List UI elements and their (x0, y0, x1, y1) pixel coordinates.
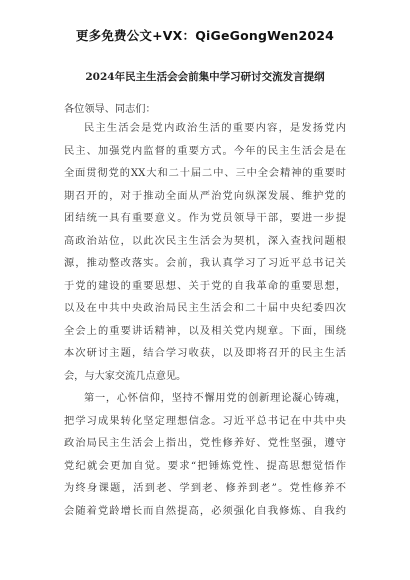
body-line: 源，推动整改落实。会前，我认真学习了习近平总书记关 (64, 258, 346, 269)
body-line: 第一，心怀信仰，坚持不懈用党的创新理论凝心铸魂， (84, 393, 346, 404)
body-line: 于党的建设的重要思想、关于党的自我革命的重要思想， (64, 281, 346, 292)
body-line: 全会上的重要讲话精神，以及相关党内规章。下面，围绕 (64, 326, 346, 337)
body-line: 团结统一具有重要意义。作为党员领导干部，要进一步提 (64, 213, 346, 224)
salutation: 各位领导、同志们： (64, 104, 156, 115)
body-line: 会随着党龄增长而自然提高，必须强化自我修炼、自我约 (64, 506, 346, 517)
body-line: 会，与大家交流几点意见。 (64, 371, 187, 382)
body-line: 高政治站位，以此次民主生活会为契机，深入查找问题根 (64, 236, 346, 247)
body-line: 民主生活会是党内政治生活的重要内容，是发扬党内 (84, 123, 346, 134)
body-line: 党纪就会更加自觉。要求“把锤炼党性、提高思想觉悟作 (64, 461, 346, 472)
document-title: 2024年民主生活会会前集中学习研讨交流发言提纲 (85, 71, 325, 83)
body-line: 为终身课题，活到老、学到老、修养到老”。党性修养不 (64, 483, 346, 494)
body-line: 期召开的，对于推动全面从严治党向纵深发展、维护党的 (64, 191, 346, 202)
body-line: 把学习成果转化坚定理想信念。习近平总书记在中共中央 (64, 416, 346, 427)
body-line: 民主、加强党内监督的重要方式。今年的民主生活会是在 (64, 146, 346, 157)
promo-banner: 更多免费公文+VX：QiGeGongWen2024 (75, 28, 335, 43)
body-line: 以及在中共中央政治局民主生活会和二十届中央纪委四次 (64, 303, 346, 314)
body-line: 政治局民主生活会上指出，党性修养好、党性坚强，遵守 (64, 438, 346, 449)
body-line: 全面贯彻党的XX大和二十届二中、三中全会精神的重要时 (64, 168, 346, 179)
body-line: 本次研讨主题，结合学习收获，以及即将召开的民主生活 (64, 348, 346, 359)
